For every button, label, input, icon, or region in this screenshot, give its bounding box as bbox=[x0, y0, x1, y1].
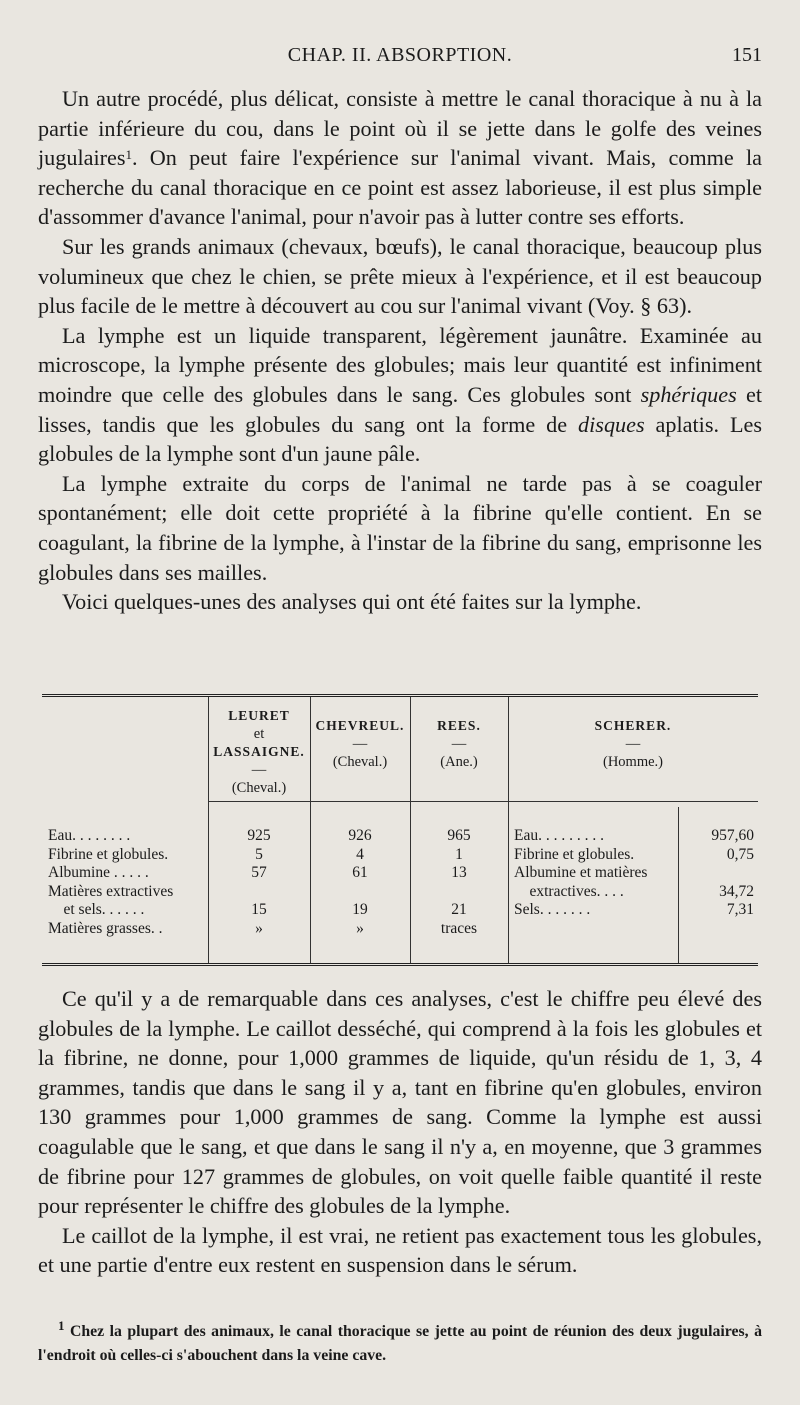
upper-body-text bbox=[38, 84, 762, 617]
header-leuret-lassaigne: LEURET et LASSAIGNE. — (Cheval.) bbox=[213, 708, 305, 796]
table-cell-leuret: » bbox=[255, 920, 263, 937]
chapter-title: CHAP. II. ABSORPTION. bbox=[287, 44, 513, 66]
scherer-row-value: 0,75 bbox=[726, 845, 754, 863]
scherer-row-value: 34,72 bbox=[719, 882, 754, 900]
footnote-text: Chez la plupart des animaux, le canal thoracique se jette au point de réunion des deux jugulaires, à l'endroit où celles-ci s'abouchent dans la veine cave. bbox=[38, 1323, 762, 1364]
table-row-label: Albumine . . . . . bbox=[48, 864, 149, 882]
footnote-mark: 1 bbox=[58, 1318, 65, 1333]
table-row-label: Fibrine et globules. bbox=[48, 845, 169, 863]
running-header bbox=[38, 40, 762, 76]
scherer-row-value: 7,31 bbox=[726, 901, 754, 919]
footnote bbox=[38, 1320, 762, 1368]
table-cell-leuret: 15 bbox=[251, 901, 267, 919]
table-cell-rees: traces bbox=[440, 920, 478, 937]
paragraph-5: Voici quelques-unes des analyses qui ont été faites sur la lymphe. bbox=[62, 589, 642, 615]
paragraph-2: Sur les grands animaux (chevaux, bœufs), le canal thoracique, beaucoup plus volumineux que chez le chien, se prête mieux à l'expérience, et il est beaucoup plus facile de le mettre à découvert au cou sur l'animal vivant (Voy. § 63). bbox=[38, 233, 762, 319]
paragraph-6: Ce qu'il y a de remarquable dans ces analyses, c'est le chiffre peu élevé des globules de la lymphe. Le caillot desséché, qui comprend à la fois les globules et la fibrine, ne donne, pour 1,000 grammes de liquide, qu'un résidu de 1, 3, 4 grammes, tandis que dans le sang il y a, tant en fibrine qu'en globules, environ 130 grammes pour 1,000 grammes de sang. Comme la lymphe est aussi coagulable que le sang, et que dans le sang il n'y a, en moyenne, que 3 grammes de fibrine pour 127 grammes de globules, on voit quelle faible quantité il reste pour représenter le chiffre des globules de la lymphe. bbox=[38, 986, 762, 1219]
header-rees: REES. — (Ane.) bbox=[437, 718, 481, 770]
scherer-row-value: 957,60 bbox=[711, 827, 754, 844]
table-cell-rees: 13 bbox=[451, 864, 467, 882]
header-rule bbox=[208, 801, 758, 802]
paragraph-7: Le caillot de la lymphe, il est vrai, ne retient pas exactement tous les globules, et une partie d'entre eux restent en suspension dans le sérum. bbox=[38, 1222, 762, 1278]
page-number: 151 bbox=[732, 44, 762, 66]
scherer-row-label: Sels. . . . . . . bbox=[514, 901, 591, 919]
paragraph-4: La lymphe extraite du corps de l'animal ne tarde pas à se coaguler spontanément; elle doit cette propriété à la fibrine qu'elle contient. En se coagulant, la fibrine de la lymphe, à l'instar de la fibrine du sang, emprisonne les globules dans ses mailles. bbox=[38, 470, 762, 585]
lower-body-text bbox=[38, 984, 762, 1280]
table-cell-leuret: 57 bbox=[251, 864, 267, 882]
header-chevreul: CHEVREUL. — (Cheval.) bbox=[315, 718, 405, 770]
table-row-label: Matières grasses. . bbox=[48, 920, 163, 937]
table-cell-chevreul: 61 bbox=[352, 864, 368, 882]
scherer-row-label: Albumine et matières bbox=[514, 864, 648, 882]
scherer-row-label: Eau. . . . . . . . . bbox=[514, 827, 604, 844]
table-cell-rees: 1 bbox=[455, 845, 463, 863]
footnote-ref[interactable]: 1 bbox=[125, 147, 132, 163]
lymph-analysis-table bbox=[42, 694, 758, 966]
table-cell-chevreul: 19 bbox=[352, 901, 368, 919]
table-row-label: et sels. . . . . . bbox=[48, 901, 145, 919]
table-cell-rees: 965 bbox=[447, 827, 471, 844]
table-cell-leuret: 925 bbox=[247, 827, 271, 844]
table-cell-leuret: 5 bbox=[255, 845, 263, 863]
table-cell-rees: 21 bbox=[451, 901, 467, 919]
table-row-label: Matières extractives bbox=[48, 882, 174, 900]
scherer-row-label: extractives. . . . bbox=[514, 882, 624, 900]
paragraph-1: Un autre procédé, plus délicat, consiste à mettre le canal thoracique à nu à la partie inférieure du cou, dans le point où il se jette dans le golfe des veines jugulaires$^1$. On peut faire l'expérience sur l'animal vivant. Mais, comme la recherche du canal thoracique en ce point est assez laborieuse, il est plus simple d'assommer d'avance l'animal, pour n'avoir pas à lutter contre ses efforts. bbox=[38, 86, 762, 230]
table-cell-chevreul: 926 bbox=[348, 827, 372, 844]
paragraph-3: La lymphe est un liquide transparent, légèrement jaunâtre. Examinée au microscope, la lymphe présente des globules; mais leur quantité est infiniment moindre que celle des globules dans le sang. Ces globules sont sphériques et lisses, tandis que les globules du sang ont la forme de disques aplatis. Les globules de la lymphe sont d'un jaune pâle. bbox=[38, 322, 763, 467]
table-cell-chevreul: 4 bbox=[356, 845, 364, 863]
header-scherer: SCHERER. — (Homme.) bbox=[594, 718, 672, 770]
table-row-label: Eau. . . . . . . . bbox=[48, 827, 131, 844]
table-cell-chevreul: » bbox=[356, 920, 364, 937]
scherer-row-label: Fibrine et globules. bbox=[514, 845, 635, 863]
